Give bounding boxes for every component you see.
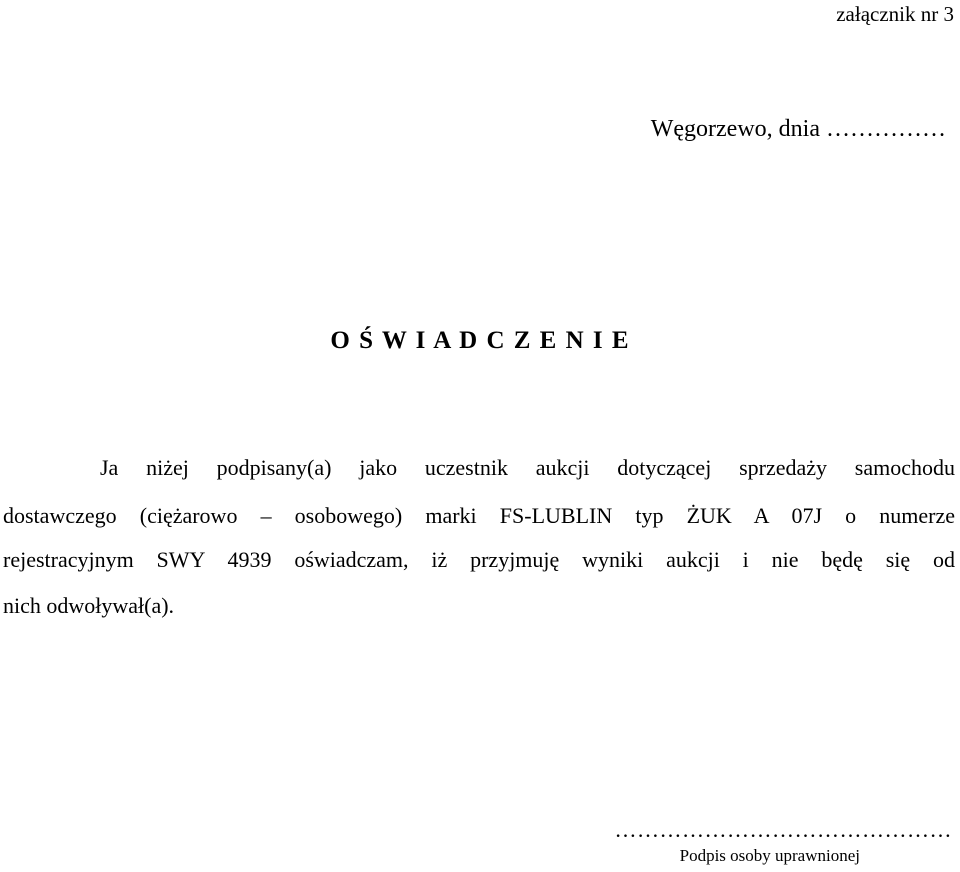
document-title: O Ś W I A D C Z E N I E — [330, 327, 630, 354]
statement-line-3: rejestracyjnym SWY 4939 oświadczam, iż przyjmuję wyniki aukcji i nie będę się od — [3, 547, 955, 572]
signature-label: Podpis osoby uprawnionej — [679, 846, 860, 865]
signature-line: ……………………………………… — [614, 817, 952, 842]
statement-line-1: Ja niżej podpisany(a) jako uczestnik aukcji dotyczącej sprzedaży samochodu — [100, 455, 955, 480]
statement-line-4: nich odwoływał(a). — [3, 593, 175, 618]
place-date-line: Węgorzewo, dnia …………… — [650, 116, 946, 142]
attachment-label: załącznik nr 3 — [836, 2, 954, 26]
statement-line-2: dostawczego (ciężarowo – osobowego) marki FS-LUBLIN typ ŻUK A 07J o numerze — [3, 503, 955, 528]
